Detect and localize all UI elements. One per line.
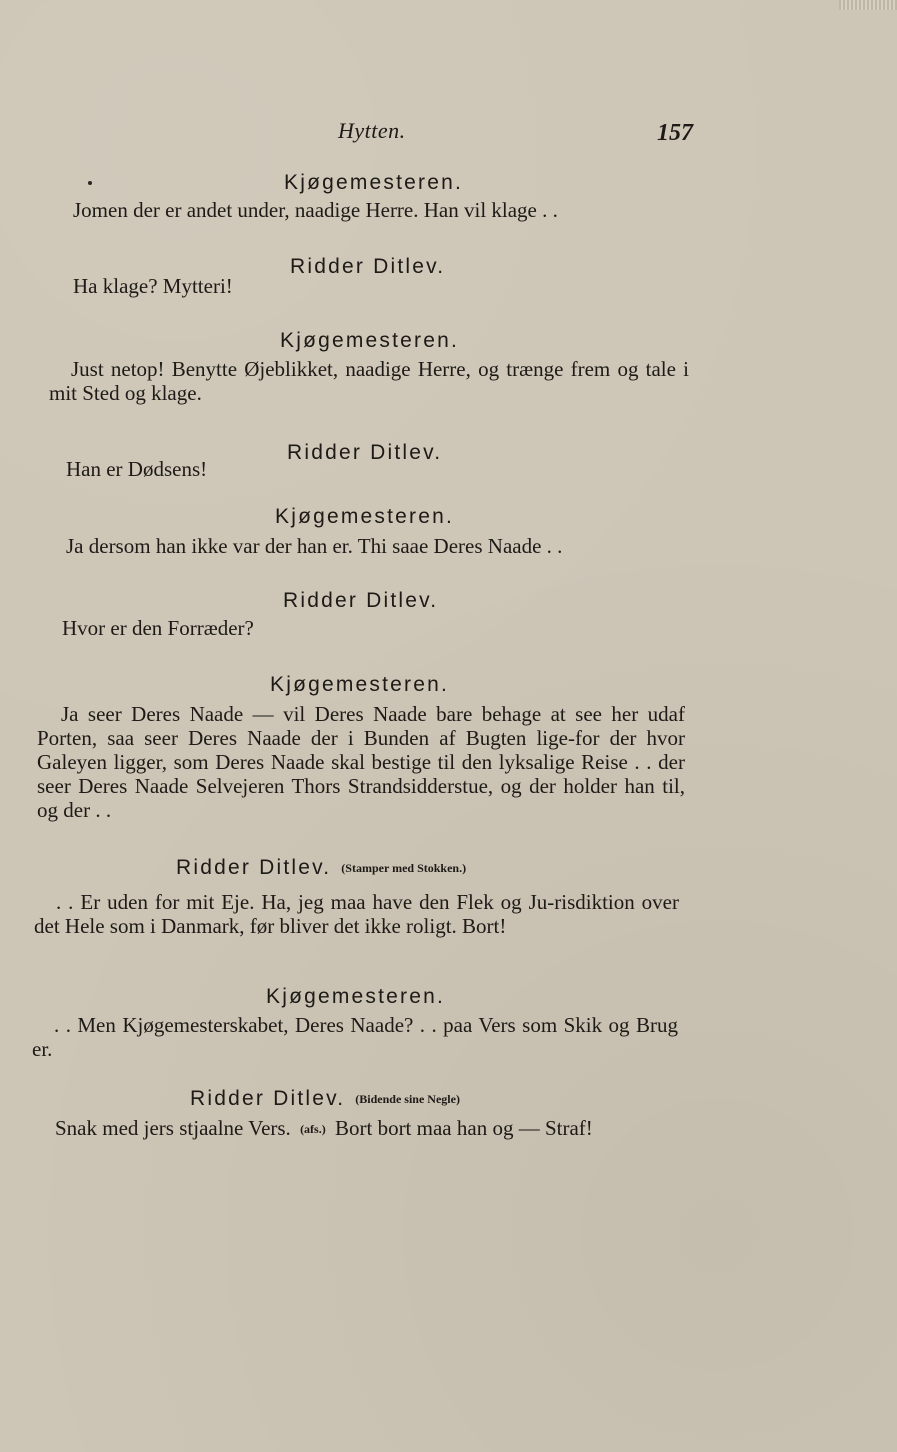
speech-text: [33, 1116, 678, 1141]
speaker-label: Ridder Ditlev.: [176, 856, 332, 879]
page-header: [0, 118, 897, 148]
aside-direction: (afs.): [300, 1122, 326, 1136]
speaker-name: [190, 1087, 460, 1111]
speech-text: Han er Dødsens!: [66, 457, 208, 481]
speech-text-before: Snak med jers stjaalne Vers.: [55, 1116, 291, 1140]
speaker-name: Kjøgemesteren.: [284, 171, 464, 194]
speaker-name: Kjøgemesteren.: [270, 673, 450, 696]
speaker-name: Ridder Ditlev.: [287, 441, 443, 464]
speech-text: Jomen der er andet under, naadige Herre. Han vil klage . .: [73, 198, 558, 222]
speaker-name: Kjøgemesteren.: [280, 329, 460, 352]
ink-dot-mark: [88, 181, 92, 185]
speech-text: Ja dersom han ikke var der han er. Thi saae Deres Naade . .: [66, 534, 563, 558]
page-number: 157: [657, 120, 693, 146]
speaker-name: Ridder Ditlev.: [290, 255, 446, 278]
speaker-name: Kjøgemesteren.: [275, 505, 455, 528]
running-title: Hytten.: [338, 118, 406, 143]
speech-text: . . Er uden for mit Eje. Ha, jeg maa have den Flek og Ju-risdiktion over det Hele som i Danmark, før bliver det ikke roligt. Bort!: [34, 890, 679, 938]
speaker-name: [176, 856, 466, 880]
speaker-name: Ridder Ditlev.: [283, 589, 439, 612]
speech-text: Ja seer Deres Naade — vil Deres Naade bare behage at see her udaf Porten, saa seer Deres Naade der i Bunden af Bugten lige-for der hvor Galeyen ligger, som Deres Naade skal bestige til den lyksalige Reise . . der seer Deres Naade Selvejeren Thors Strandsidderstue, og der holder han til, og der . .: [37, 702, 685, 822]
speech-text: . . Men Kjøgemesterskabet, Deres Naade? . . paa Vers som Skik og Brug er.: [32, 1013, 678, 1061]
speaker-label: Ridder Ditlev.: [190, 1087, 346, 1110]
stage-direction: (Bidende sine Negle): [355, 1092, 460, 1106]
speaker-name: Kjøgemesteren.: [266, 985, 446, 1008]
speech-text-after: Bort bort maa han og — Straf!: [334, 1116, 593, 1140]
speech-text: Just netop! Benytte Øjeblikket, naadige Herre, og trænge frem og tale i mit Sted og klage.: [49, 357, 689, 405]
speech-text: Ha klage? Mytteri!: [73, 274, 233, 298]
scan-edge-strip: [839, 0, 897, 10]
speech-text: Hvor er den Forræder?: [62, 616, 254, 640]
stage-direction: (Stamper med Stokken.): [341, 861, 467, 875]
